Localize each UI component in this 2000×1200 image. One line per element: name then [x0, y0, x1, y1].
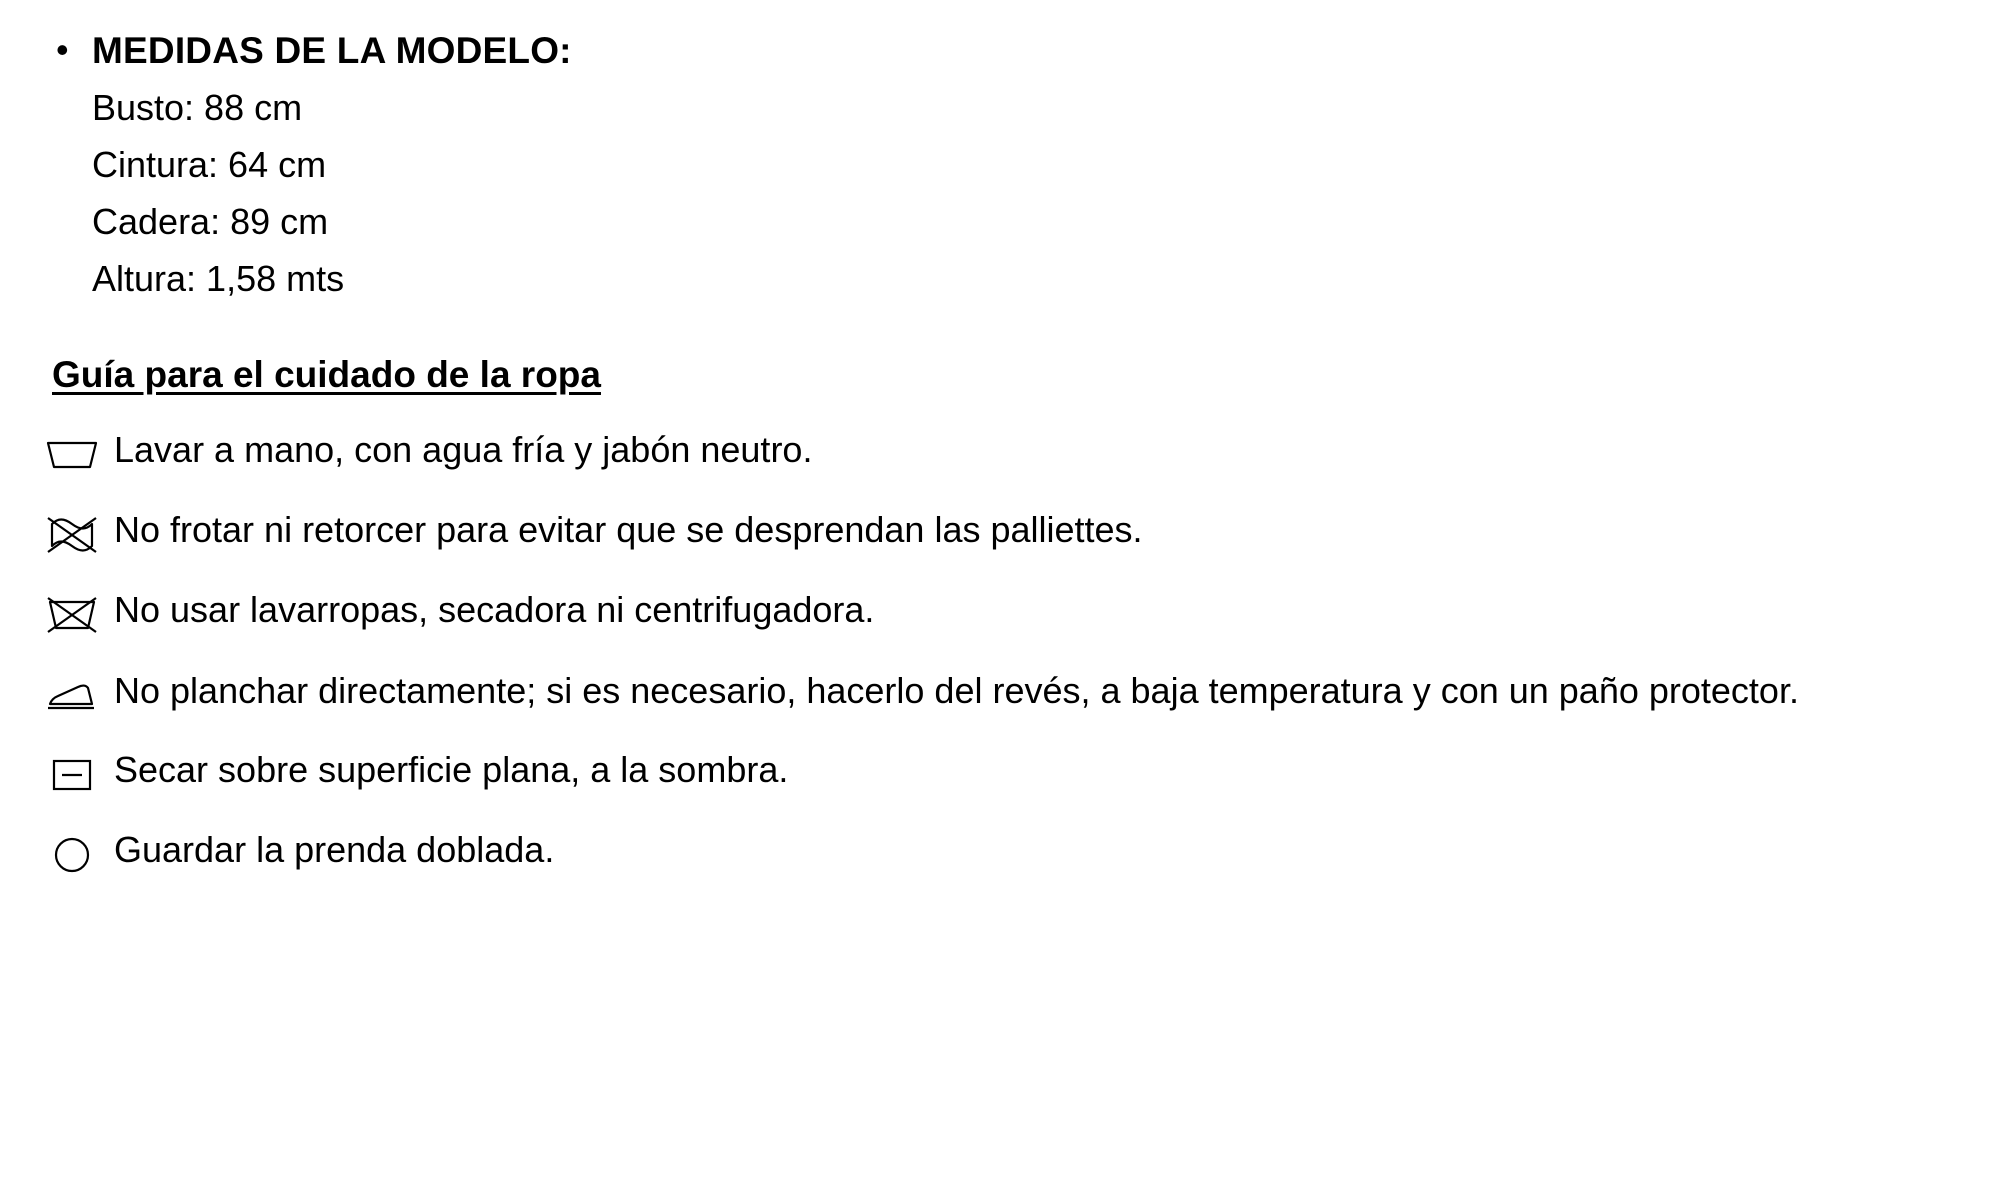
model-measurements-bullet	[30, 22, 1970, 80]
care-item-text: No frotar ni retorcer para evitar que se desprendan las palliettes.	[114, 508, 1143, 550]
care-item-store-folded	[30, 826, 1970, 880]
measurement-busto: Busto: 88 cm	[92, 87, 303, 129]
care-item-do-not-wring	[30, 506, 1970, 560]
measurement-altura: Altura: 1,58 mts	[92, 258, 345, 300]
do-not-machine-wash-icon	[30, 590, 114, 640]
care-item-dry-flat	[30, 746, 1970, 800]
do-not-iron-icon	[30, 670, 114, 720]
measurement-cadera: Cadera: 89 cm	[92, 201, 329, 243]
care-guide-heading: Guía para el cuidado de la ropa	[52, 353, 601, 395]
model-measurements-block	[30, 22, 1970, 308]
hand-wash-icon	[30, 430, 114, 480]
model-measurements-title: MEDIDAS DE LA MODELO:	[92, 30, 572, 71]
store-folded-icon	[30, 830, 114, 880]
care-item-text: Lavar a mano, con agua fría y jabón neutro.	[114, 428, 813, 470]
care-guide-list	[30, 426, 1970, 880]
care-item-text: No planchar directamente; si es necesario, hacerlo del revés, a baja temperatura y con un paño protector.	[114, 669, 1799, 711]
care-item-text: No usar lavarropas, secadora ni centrifugadora.	[114, 588, 875, 630]
care-item-hand-wash	[30, 426, 1970, 480]
care-item-do-not-iron	[30, 666, 1970, 720]
do-not-wring-icon	[30, 510, 114, 560]
measurement-cintura: Cintura: 64 cm	[92, 144, 327, 186]
care-item-do-not-machine-wash	[30, 586, 1970, 640]
care-item-text: Secar sobre superficie plana, a la sombra.	[114, 748, 789, 790]
dry-flat-icon	[30, 750, 114, 800]
care-item-text: Guardar la prenda doblada.	[114, 828, 555, 870]
